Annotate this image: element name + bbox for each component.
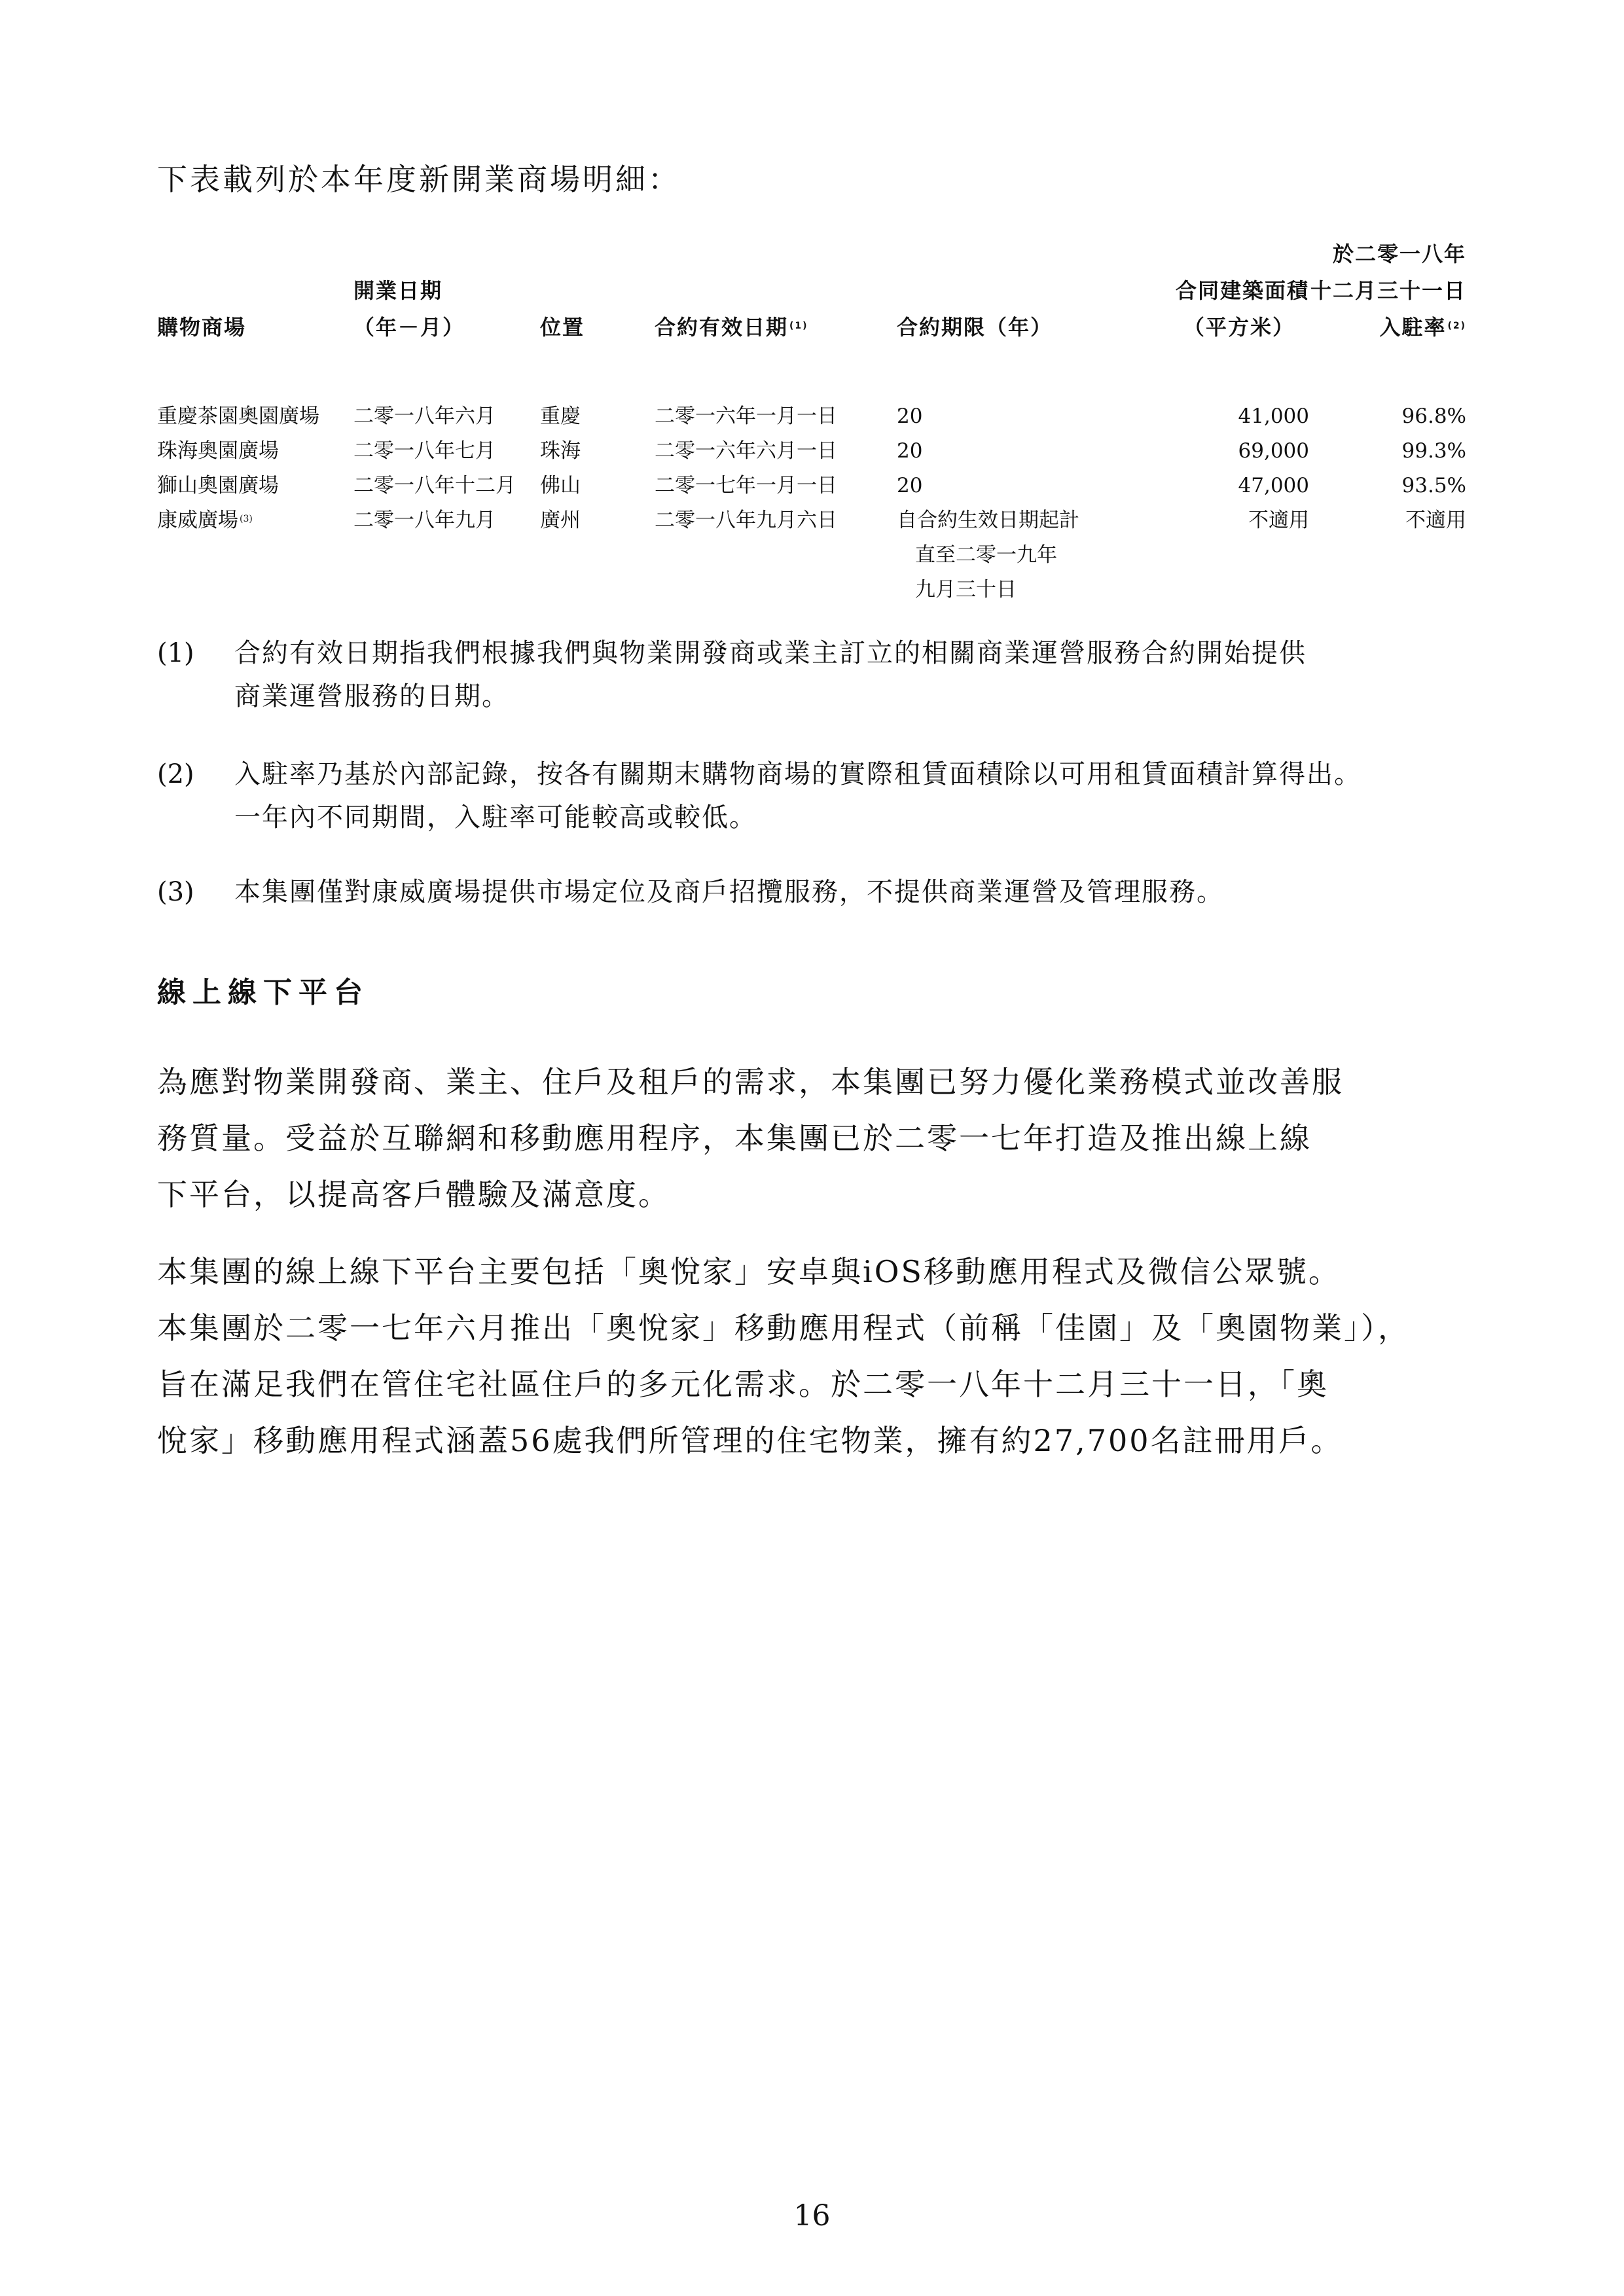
paragraph-line: 下平台，以提高客戶體驗及滿意度。 — [157, 1177, 670, 1212]
cell-contract-term — [897, 503, 1119, 607]
cell-occupancy-rate: 99.3% — [1401, 439, 1466, 463]
cell-mall-name: 珠海奧園廣場 — [157, 439, 279, 463]
cell-opening-date: 二零一八年九月 — [353, 509, 496, 532]
new-malls-table — [157, 236, 1466, 607]
cell-gfa: 47,000 — [1238, 474, 1309, 497]
footnote-marker: (1) — [157, 638, 194, 668]
cell-contract-effective-date: 二零一六年一月一日 — [655, 404, 837, 428]
cell-opening-date: 二零一八年六月 — [353, 404, 496, 428]
cell-mall-name: 重慶茶園奧園廣場 — [157, 404, 319, 428]
header-gfa: 合同建築面積 （平方米） — [1175, 278, 1309, 340]
paragraph-line: 本集團於二零一七年六月推出「奧悅家」移動應用程式（前稱「佳園」及「奧園物業」）， — [157, 1310, 1410, 1346]
cell-gfa: 41,000 — [1238, 404, 1309, 428]
cell-occupancy-rate: 不適用 — [1405, 509, 1466, 532]
header-mall-name: 購物商場 — [157, 315, 247, 340]
header-contract-effective-date: 合約有效日期 $^{(1)}$ — [655, 315, 808, 340]
cell-contract-effective-date: 二零一六年六月一日 — [655, 439, 837, 463]
table-row — [157, 503, 1466, 607]
cell-location: 廣州 — [540, 509, 581, 532]
footnote-line: 商業運營服務的日期。 — [234, 681, 509, 711]
paragraph-line: 旨在滿足我們在管住宅社區住戶的多元化需求。於二零一八年十二月三十一日，「奧 — [157, 1367, 1329, 1402]
footnote-line: 一年內不同期間，入駐率可能較高或較低。 — [234, 802, 757, 833]
paragraph-line: 為應對物業開發商、業主、住戶及租戶的需求，本集團已努力優化業務模式並改善服 — [157, 1064, 1344, 1100]
cell-opening-date: 二零一八年十二月 — [353, 474, 516, 497]
cell-location: 珠海 — [540, 439, 581, 463]
page-number: 16 — [793, 2199, 831, 2233]
cell-occupancy-rate: 93.5% — [1401, 474, 1466, 497]
table-header-row — [157, 236, 1466, 370]
header-location: 位置 — [540, 315, 585, 340]
table-row — [157, 434, 1466, 469]
cell-mall-name: 康威廣場 $^{(3)}$ — [157, 509, 253, 532]
contract-term-line: 九月三十日 — [915, 578, 1017, 601]
intro-text: 下表載列於本年度新開業商場明細： — [157, 162, 681, 197]
table-row — [157, 370, 1466, 434]
cell-gfa: 不適用 — [1248, 509, 1309, 532]
cell-location: 重慶 — [540, 404, 581, 428]
contract-term-line: 20 — [897, 439, 923, 463]
contract-term-line: 直至二零一九年 — [915, 543, 1057, 567]
cell-mall-name: 獅山奧園廣場 — [157, 474, 279, 497]
footnote — [157, 870, 1473, 914]
footnote-line: 入駐率乃基於內部記錄，按各有關期末購物商場的實際租賃面積除以可用租賃面積計算得出。 — [234, 759, 1362, 789]
cell-contract-term — [897, 370, 1119, 434]
paragraph-line: 本集團的線上線下平台主要包括「奧悅家」安卓與iOS移動應用程式及微信公眾號。 — [157, 1254, 1341, 1289]
footnote-line: 本集團僅對康威廣場提供市場定位及商戶招攬服務，不提供商業運營及管理服務。 — [234, 877, 1224, 907]
paragraph-line: 悅家」移動應用程式涵蓋56處我們所管理的住宅物業，擁有約27,700名註冊用戶。 — [157, 1423, 1343, 1458]
cell-contract-effective-date: 二零一八年九月六日 — [655, 509, 837, 532]
cell-location: 佛山 — [540, 474, 581, 497]
footnote-ref: (3) — [240, 514, 253, 524]
contract-term-line: 自合約生效日期起計 — [897, 509, 1079, 532]
footnote-marker: (2) — [157, 759, 194, 789]
cell-opening-date: 二零一八年七月 — [353, 439, 496, 463]
body-paragraph — [157, 1244, 1473, 1469]
footnote-marker: (3) — [157, 877, 194, 907]
footnote — [157, 632, 1473, 718]
section-heading: 線上線下平台 — [157, 976, 369, 1009]
contract-term-line: 20 — [897, 404, 923, 428]
cell-occupancy-rate: 96.8% — [1401, 404, 1466, 428]
cell-gfa: 69,000 — [1238, 439, 1309, 463]
footnote-line: 合約有效日期指我們根據我們與物業開發商或業主訂立的相關商業運營服務合約開始提供 — [234, 638, 1307, 668]
body-paragraph — [157, 1054, 1473, 1223]
header-occupancy-rate: 於二零一八年 十二月三十一日 入駐率 $^{(2)}$ — [1310, 242, 1466, 340]
cell-contract-term — [897, 434, 1119, 469]
header-footnote-2: (2) — [1447, 321, 1466, 331]
header-opening-date: 開業日期 （年－月） — [353, 278, 465, 340]
header-contract-term: 合約期限（年） — [897, 315, 1053, 340]
table-row — [157, 469, 1466, 503]
paragraph-line: 務質量。受益於互聯網和移動應用程序，本集團已於二零一七年打造及推出線上線 — [157, 1121, 1312, 1156]
contract-term-line: 20 — [897, 474, 923, 497]
cell-contract-effective-date: 二零一七年一月一日 — [655, 474, 837, 497]
footnote — [157, 753, 1473, 839]
header-footnote-1: (1) — [789, 321, 808, 331]
cell-contract-term — [897, 469, 1119, 503]
